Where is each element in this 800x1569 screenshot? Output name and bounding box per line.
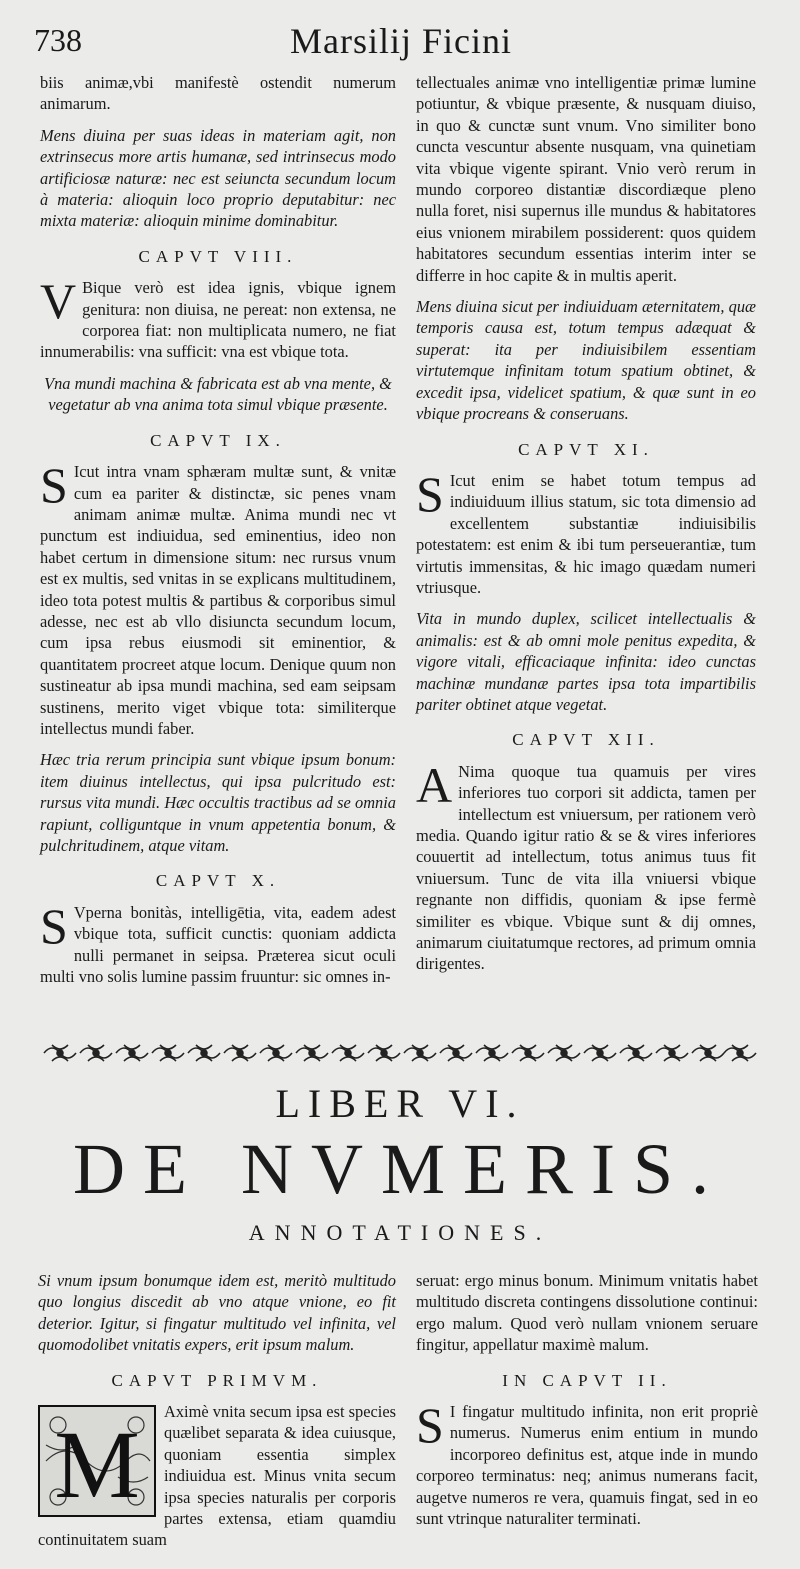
chapter-heading: CAPVT X. xyxy=(155,871,281,891)
chapter-text: S Vperna bonitàs, intelligētia, vita, eadem adest vbique tota, sufficit cunctis: quoniam addicta nulli permanet in seipsa. Præterea sicut oculi multi vno solis lumine passim fruuntur: sic omnes in- xyxy=(40,897,396,987)
paragraph: seruat: ergo minus bonum. Minimum vnitatis habet multitudo discreta contingens dissolutione continui: ergo malum. Quod verò nullam vnionem seruare fingitur, appellatur maximè malum. xyxy=(416,1271,758,1355)
section-title: ANNOTATIONES. xyxy=(248,1220,552,1245)
drop-initial: V xyxy=(40,273,77,330)
paragraph: tellectuales animæ vno intelligentiæ primæ lumine potiuntur, & vbique præsente, & nusquam diuiso, in quo & cunctæ sunt vnum. Vno similiter bono cuncta vescuntur absente nusquam, vna quinetiam vita vbique vigente spirant. Vnio verò rerum in mundo corporeo distantiæ discordiæque pleno nulla foret, nisi supernus ille mundus & habitatores eius vnionem mirabilem possiderent: quos quidem habitatores secundum essentias interim inter se differre in hoc capite & in multis aperit. xyxy=(416,73,756,285)
page-number: 738 xyxy=(34,22,82,58)
chapter-heading: CAPVT XI. xyxy=(518,439,654,459)
chapter-heading: CAPVT PRIMVM. xyxy=(111,1370,323,1390)
chapter-text: S Icut enim se habet totum tempus ad indiuiduum illius statum, sic tota dimensio ad excellentem substantiæ indiuisibilis potestatem: est enim & ibi tum perseuerantiæ, tum virtutis immensitas, & hic imago quædam numeri vtriusque. xyxy=(416,465,756,597)
chapter-text: A Nima quoque tua quamuis per vires inferiores tuo corpori sit addicta, tamen per intellectum est vniuersum, per rationem verò media. Quando igitur ratio & se & vires inferiores couuertit ad intellectum, totus animus tuus fit vniuersum. Tunc de vita illa vniuersi vbique regnante non diffidis, quoniam & ipse fermè similiter es vbique. Vbique sunt & dij omnes, animarum ciuitatumque rectores, ad primum omnia dirigentes. xyxy=(416,756,756,974)
drop-initial: S xyxy=(416,465,444,522)
summary-italic: Mens diuina per suas ideas in materiam agit, non extrinsecus more artis humanæ, sed intrinsecus modo artificiosæ naturæ: nec est seiuncta secundum locum à materia: alioquin loco proprio deputabitur: nec mixta materiæ: alioquin minime dominabitur. xyxy=(40,125,396,231)
paragraph: biis animæ,vbi manifestè ostendit numerum animarum. xyxy=(40,73,396,114)
summary-italic: Vna mundi machina & fabricata est ab vna mente, & vegetatur ab vna anima tota simul vbique præsente. xyxy=(44,373,392,415)
chapter-text: S Icut intra vnam sphæram multæ sunt, & vnitæ cum ea pariter & distinctæ, sic penes vnam animam animæ multæ. Anima mundi nec vt punctum est indiuidua, sed eminentius, ideo non habet certum in dimensione situm: nec rursus vnum est ex multis, sed vnitas in se explicans multitudinem, ideo tota potest multis & partibus & corporibus simul adesse, nec est ab vllo disiuncta secundum locum, cum ipsa rebus eiusmodi sit eminentior, & quantitatem procreet atque locum. Denique quum non sustineatur ab ipsa mundi machina, sed eam seipsam sustinens, merito viget vbique tota: similiterque intellectus mundi faber. xyxy=(40,457,396,738)
chapter-heading: IN CAPVT II. xyxy=(502,1370,672,1390)
running-title: Marsilij Ficini xyxy=(290,21,512,61)
chapter-text: M Aximè vnita secum ipsa est species quælibet separata & idea cuiusque, quoniam essentia simplex indiuidua est. Minus vnita secum ipsa species naturalis per corporis partes extensa, etiam quamdiu continuitatem suam xyxy=(38,1402,396,1550)
summary-italic: Vita in mundo duplex, scilicet intellectualis & animalis: est & ab omni mole penitus expedita, & vigore vitali, efficaciaque infinita: ideo cunctas machinæ mundanæ partes ipsa tota impartibilis pariter obtinet atque vegetat. xyxy=(416,609,756,714)
drop-initial: S xyxy=(416,1397,444,1454)
chapter-heading: CAPVT VIII. xyxy=(138,246,298,266)
chapter-heading: CAPVT IX. xyxy=(150,430,286,450)
drop-initial: A xyxy=(416,756,453,813)
drop-initial: S xyxy=(40,897,68,954)
chapter-text: V Bique verò est idea ignis, vbique ignem genitura: non diuisa, ne pereat: non extensa, ne corporea fiat: non multiplicata numero, ne fiat innumerabilis: vna sufficit: vna est vbique tota. xyxy=(40,273,396,362)
chapter-heading: CAPVT XII. xyxy=(512,730,660,750)
lower-left-column xyxy=(38,1270,396,1561)
lower-right-column xyxy=(416,1270,758,1539)
fleuron-ornament-icon xyxy=(42,1040,758,1066)
summary-italic: Si vnum ipsum bonumque idem est, meritò multitudo quo longius discedit ab vno atque vnione, eo fit deterior. Igitur, si fingatur multitudo vel infinita, vel quomodolibet vnitatis expers, erit ipsum malum. xyxy=(38,1271,396,1355)
right-column xyxy=(416,72,756,985)
book-number: LIBER VI. xyxy=(275,1081,525,1126)
summary-italic: Mens diuina sicut per indiuiduam æternitatem, quæ temporis causa est, totum tempus adæquat & superat: ita per indiuisibilem essentiam virtutemque infinitam totum spatium obtinet, & excedit ipsa, videlicet spatium, & quæ sunt in eo vbique procreans & conseruans. xyxy=(416,297,756,424)
drop-initial: S xyxy=(40,457,68,514)
svg-text:M: M xyxy=(54,1411,140,1518)
summary-italic: Hæc tria rerum principia sunt vbique ipsum bonum: item diuinus intellectus, qui ipsa pulcritudo est: rursus vita mundi. Hæc occultis tractibus ad se omnia rapiunt, colliguntque in vnum appetentia bonum, & pulchritudinem, atque vitam. xyxy=(40,750,396,855)
book-title: DE NVMERIS. xyxy=(72,1129,727,1209)
decorated-initial-m-icon xyxy=(38,1405,156,1517)
left-column xyxy=(40,72,396,997)
chapter-text: S I fingatur multitudo infinita, non erit propriè numerus. Numerus enim entium in mundo incorporeo definitus est, atque inde in mundo corporeo terminatus: neq; animus numerans facit, augetve numeros re vera, quamuis fingat, sed in eo sunt vtrinque naturaliter terminati. xyxy=(416,1397,758,1529)
